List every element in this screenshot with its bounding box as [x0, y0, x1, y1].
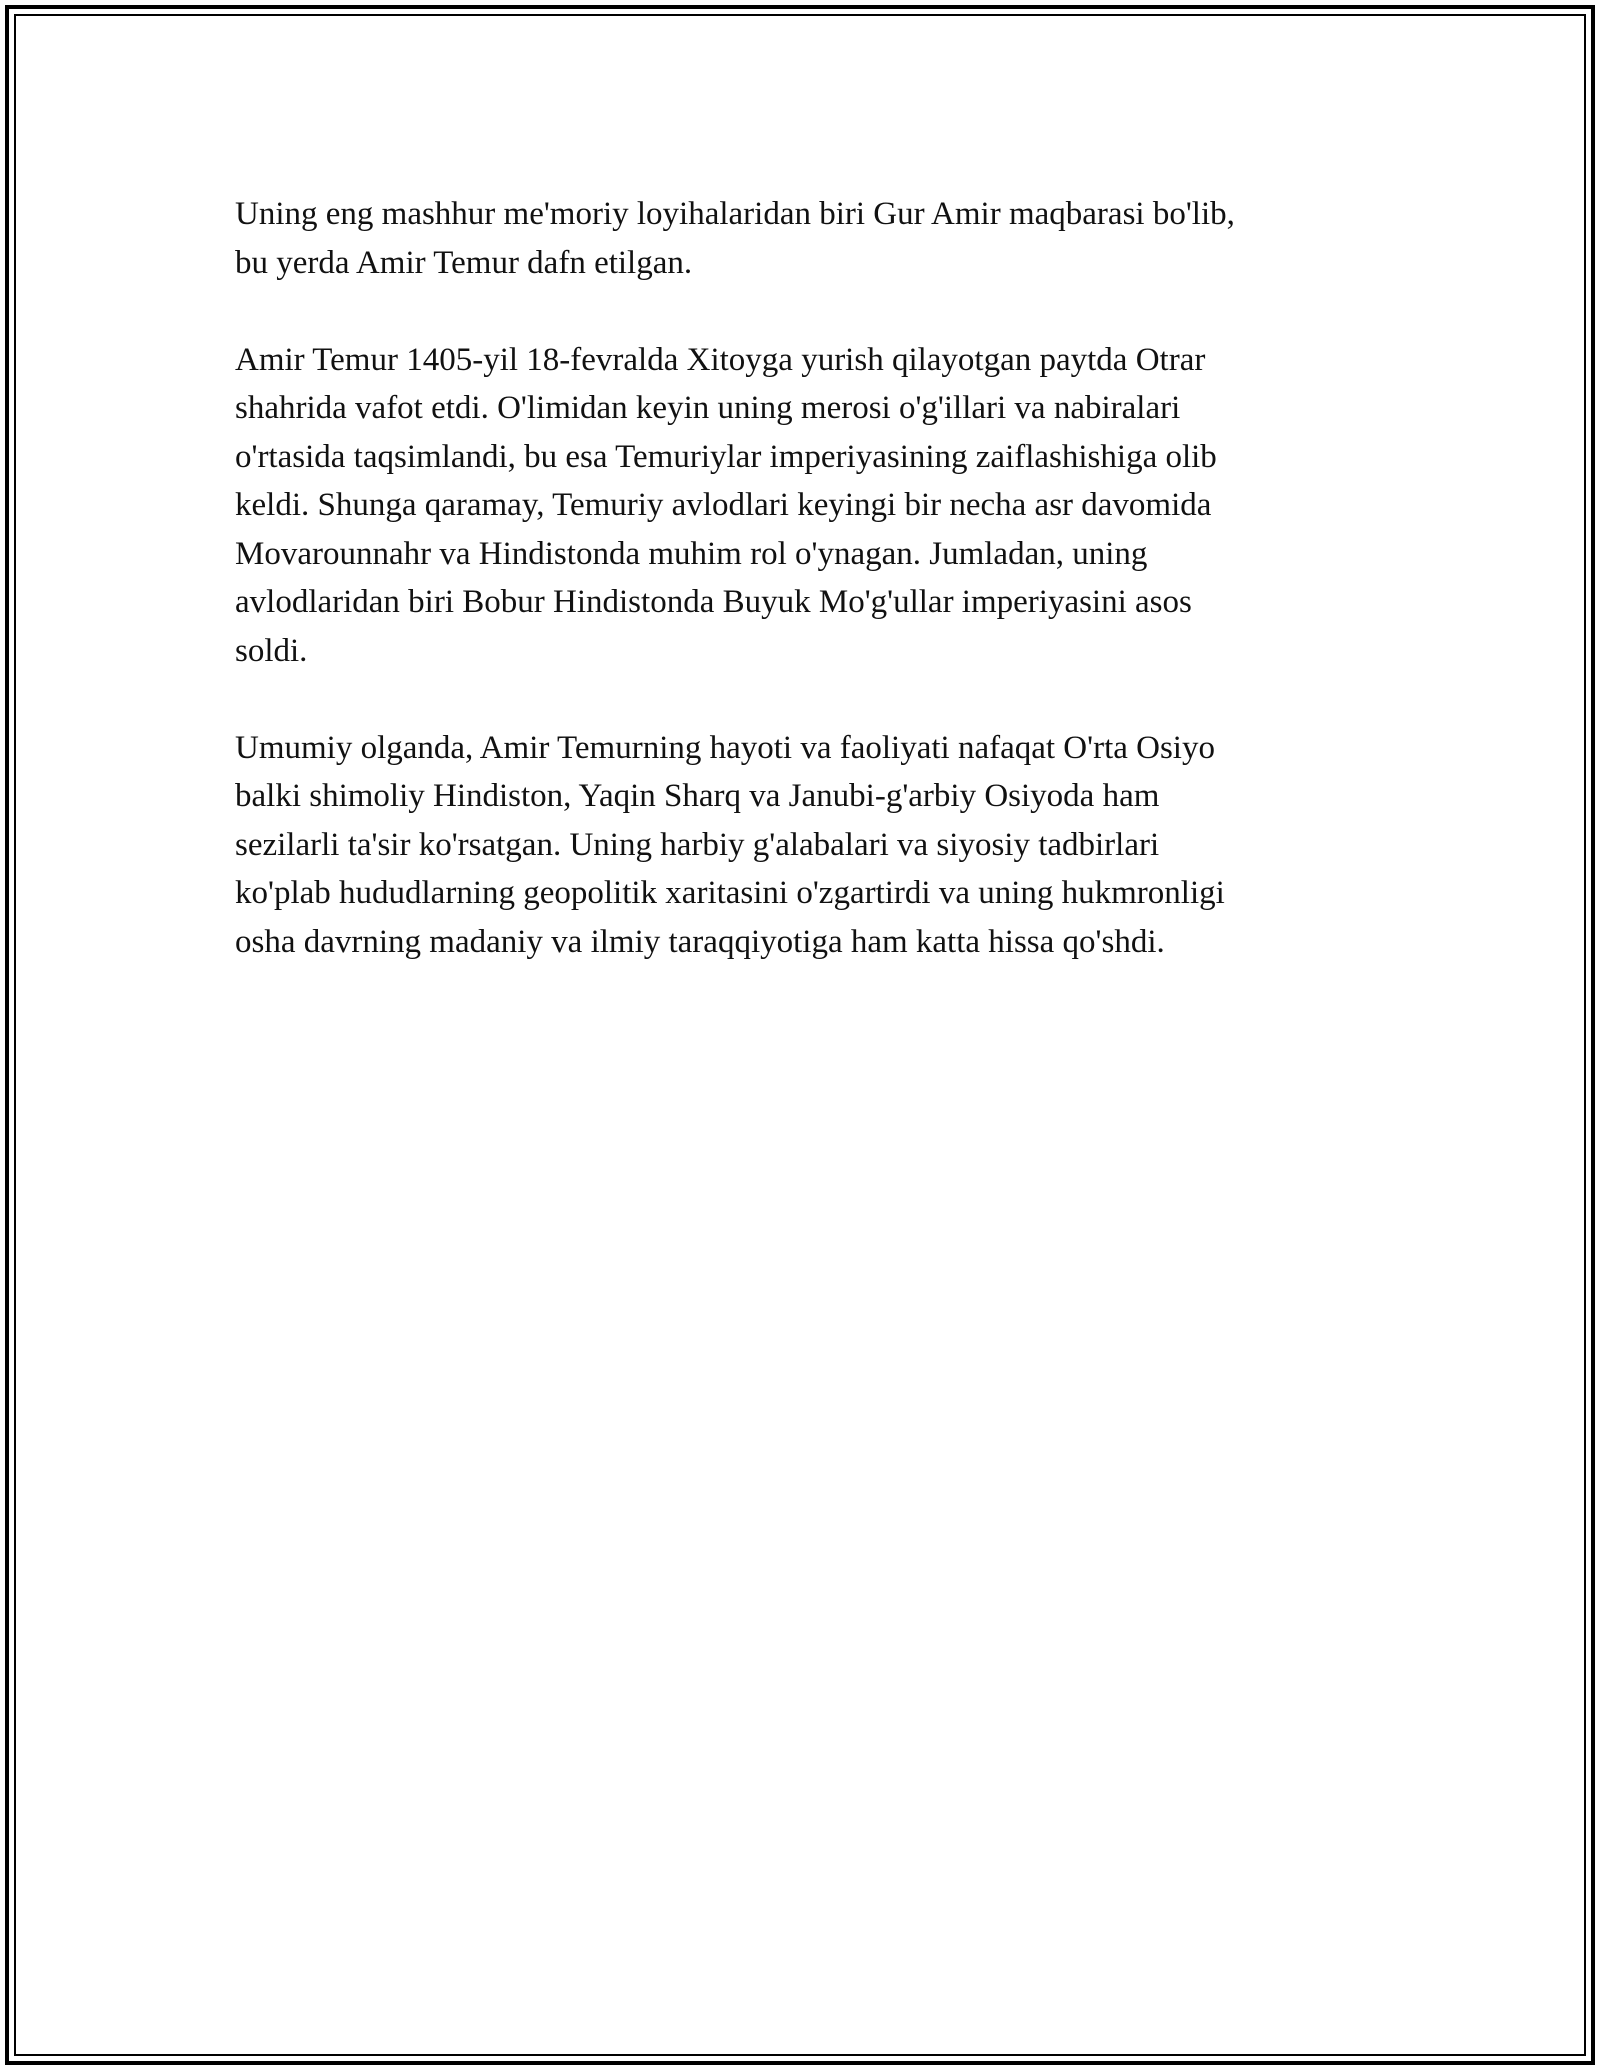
paragraph-line: osha davrning madaniy va ilmiy taraqqiyotiga ham katta hissa qo'shdi. [235, 923, 1165, 960]
paragraph-death-and-legacy [235, 336, 1375, 676]
paragraph-line: ko'plab hududlarning geopolitik xaritasini o'zgartirdi va uning hukmronligi [235, 875, 1225, 911]
paragraph-line: Movarounnahr va Hindistonda muhim rol o'ynagan. Jumladan, uning [235, 535, 1148, 572]
document-body [235, 190, 1375, 1015]
paragraph-line: Umumiy olganda, Amir Temurning hayoti va faoliyati nafaqat O'rta Osiyo [235, 729, 1215, 766]
paragraph-line: o'rtasida taqsimlandi, bu esa Temuriylar imperiyasining zaiflashishiga olib [235, 438, 1217, 475]
paragraph-line: shahrida vafot etdi. O'limidan keyin uning merosi o'g'illari va nabiralari [235, 390, 1181, 426]
paragraph-line: keldi. Shunga qaramay, Temuriy avlodlari keyingi bir necha asr davomida [235, 487, 1212, 523]
paragraph-line: Uning eng mashhur me'moriy loyihalaridan biri Gur Amir maqbarasi bo'lib, [235, 196, 1235, 232]
paragraph-line: sezilarli ta'sir ko'rsatgan. Uning harbiy g'alabalari va siyosiy tadbirlari [235, 826, 1160, 863]
paragraph-line: avlodlaridan biri Bobur Hindistonda Buyuk Mo'g'ullar imperiyasini asos [235, 584, 1192, 620]
paragraph-line: soldi. [235, 632, 308, 669]
paragraph-conclusion [235, 724, 1375, 967]
paragraph-line: Amir Temur 1405-yil 18-fevralda Xitoyga yurish qilayotgan paytda Otrar [235, 341, 1206, 378]
paragraph-gur-amir [235, 190, 1375, 287]
paragraph-line: balki shimoliy Hindiston, Yaqin Sharq va Janubi-g'arbiy Osiyoda ham [235, 778, 1160, 814]
paragraph-line: bu yerda Amir Temur dafn etilgan. [235, 244, 693, 281]
